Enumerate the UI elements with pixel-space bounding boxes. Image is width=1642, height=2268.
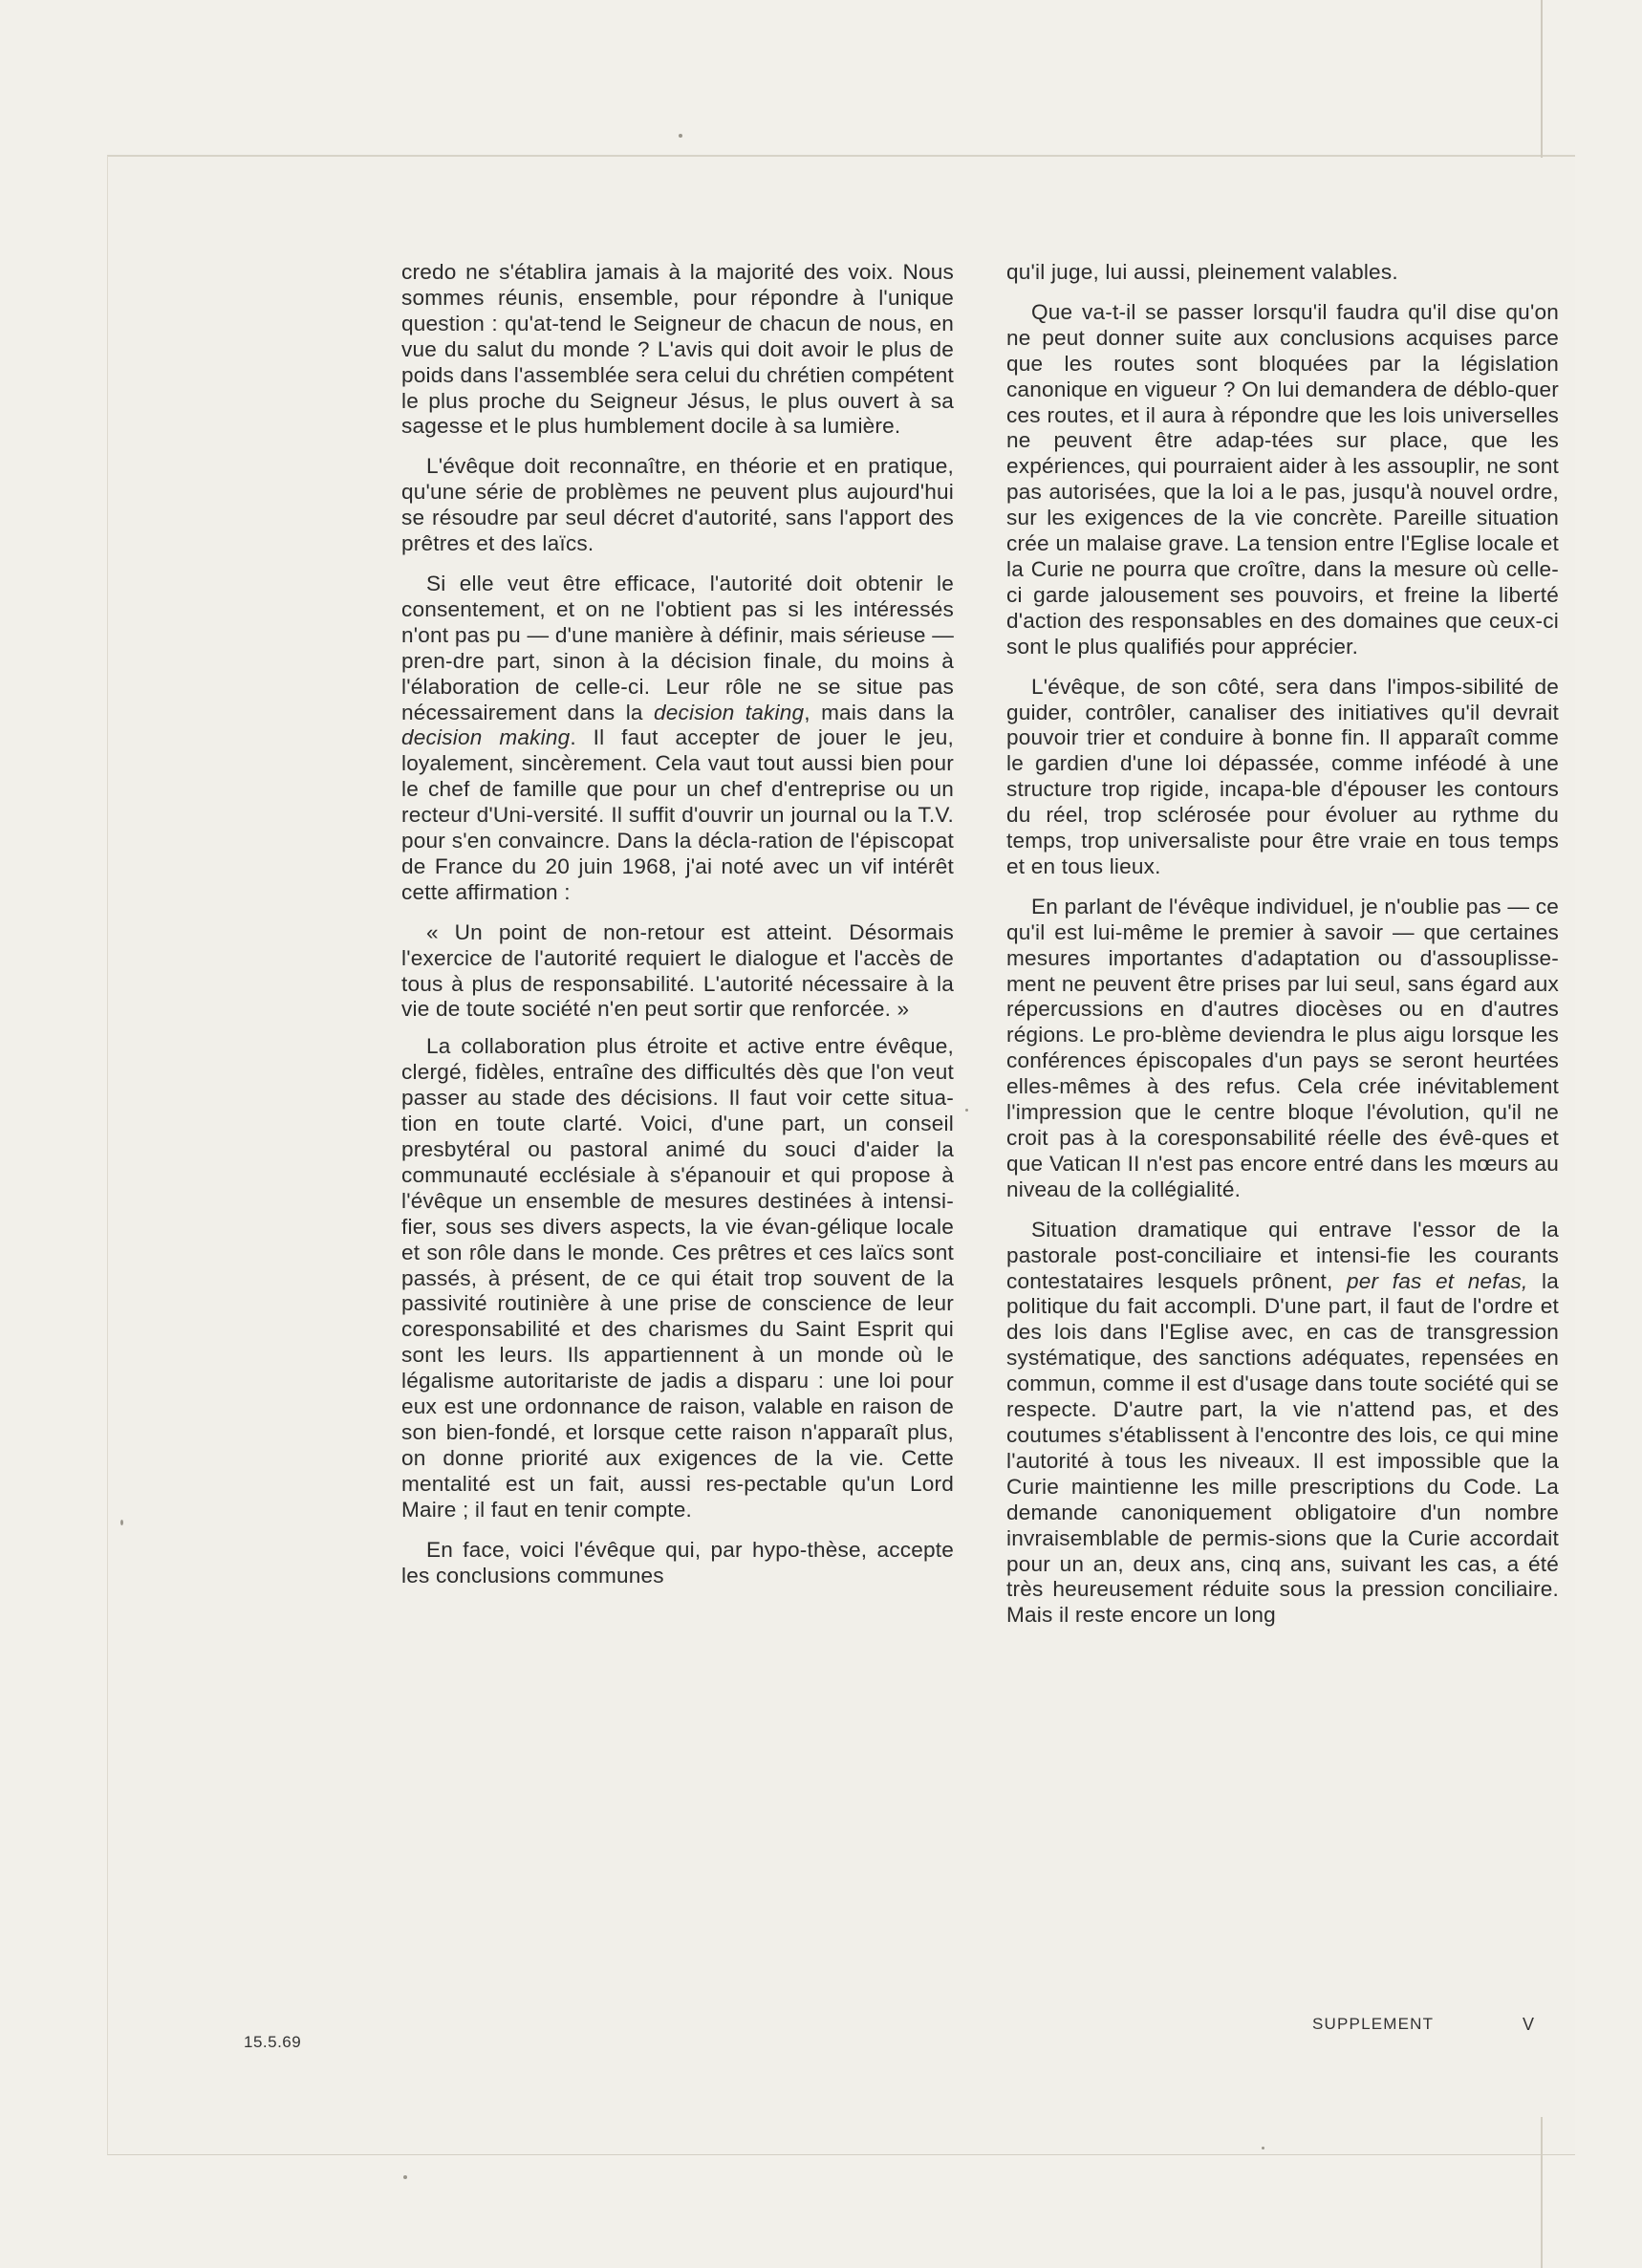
page-number: V xyxy=(1523,2015,1535,2034)
supplement-label: SUPPLEMENT xyxy=(1312,2015,1435,2033)
paragraph: qu'il juge, lui aussi, pleinement valables. xyxy=(1006,260,1398,284)
paragraph: L'évêque, de son côté, sera dans l'impos-sibilité de guider, contrôler, canaliser des initiatives qu'il devrait pouvoir trier et conduire à bonne fin. Il apparaît comme le gardien d'une loi dépassée, comme inféodé à une structure trop rigide, incapa-ble d'épouser les contours du réel, trop sclérosée pour évoluer au rythme du temps, trop universaliste pour être vraie en tous temps et en tous lieux. xyxy=(1006,674,1559,878)
paragraph: Situation dramatique qui entrave l'essor de la pastorale post-conciliaire et intensi-fie les courants contestataires lesquels prônent, per fas et nefas, la politique du fait accompli. D'une part, il faut de l'ordre et des lois dans l'Eglise avec, en cas de transgression systématique, des sanctions adéquates, repensées en commun, comme il est d'usage dans toute société qui se respecte. D'autre part, la vie n'attend pas, et des coutumes s'établissent à l'encontre des lois, ce qui mine l'autorité à tous les niveaux. Il est impossible que la Curie maintienne les mille prescriptions du Code. La demande canoniquement obligatoire d'un nombre invraisemblable de permis-sions que la Curie accordait pour un an, deux ans, cinq ans, suivant les cas, a été très heureusement réduite sous la pression conciliaire. Mais il reste encore un long xyxy=(1006,1217,1559,1628)
paragraph: L'évêque doit reconnaître, en théorie et en pratique, qu'une série de problèmes ne peuvent plus aujourd'hui se résoudre par seul décret d'autorité, sans l'apport des prêtres et des laïcs. xyxy=(401,454,954,556)
speck xyxy=(120,1520,123,1525)
paragraph: Si elle veut être efficace, l'autorité doit obtenir le consentement, et on ne l'obtient pas si les intéressés n'ont pas pu — d'une manière à définir, mais sérieuse — pren-dre part, sinon à la décision finale, du moins à l'élaboration de celle-ci. Leur rôle ne se situe pas nécessairement dans la decision taking, mais dans la decision making. Il faut accepter de jouer le jeu, loyalement, sincèrement. Cela vaut tout aussi bien pour le chef de famille que pour un chef d'entreprise ou un recteur d'Uni-versité. Il suffit d'ouvrir un journal ou la T.V. pour s'en convaincre. Dans la décla-ration de l'épiscopat de France du 20 juin 1968, j'ai noté avec un vif intérêt cette affirmation : xyxy=(401,571,954,904)
quotation: « Un point de non-retour est atteint. Désormais l'exercice de l'autorité requiert le dialogue et l'accès de tous à plus de responsabilité. L'autorité nécessaire à la vie de toute société n'en peut sortir que renforcée. » xyxy=(401,919,954,1022)
speck xyxy=(679,134,682,138)
paragraph: En face, voici l'évêque qui, par hypo-thèse, accepte les conclusions communes xyxy=(401,1537,954,1588)
paragraph: credo ne s'établira jamais à la majorité des voix. Nous sommes réunis, ensemble, pour répondre à l'unique question : qu'at-tend le Seigneur de chacun de nous, en vue du salut du monde ? L'avis qui doit avoir le plus de poids dans l'assemblée sera celui du chrétien compétent le plus proche du Seigneur Jésus, le plus ouvert à sa sagesse et le plus humblement docile à sa lumière. xyxy=(401,260,954,439)
speck xyxy=(1262,2147,1264,2149)
paragraph: Que va-t-il se passer lorsqu'il faudra qu'il dise qu'on ne peut donner suite aux conclusions acquises parce que les routes sont bloquées par la législation canonique en vigueur ? On lui demandera de déblo-quer ces routes, et il aura à répondre que les lois universelles ne peuvent être adap-tées sur place, que les expériences, qui pourraient aider à les assouplir, ne sont pas autorisées, que la loi a le pas, jusqu'à nouvel ordre, sur les exigences de la vie concrète. Pareille situation crée un malaise grave. La tension entre l'Eglise locale et la Curie ne pourra que croître, dans la mesure où celle-ci garde jalousement ses pouvoirs, et freine la liberté d'action des responsables en des domaines que ceux-ci sont le plus qualifiés pour apprécier. xyxy=(1006,299,1559,659)
left-column xyxy=(401,260,954,1588)
right-column xyxy=(1006,260,1559,1629)
speck xyxy=(965,1109,968,1112)
paper-edge-top xyxy=(1541,0,1543,158)
paragraph: La collaboration plus étroite et active entre évêque, clergé, fidèles, entraîne des difficultés dès que l'on veut passer au stade des décisions. Il faut voir cette situa-tion en toute clarté. Voici, d'une part, un conseil presbytéral ou pastoral animé du souci d'aider la communauté ecclésiale à s'épanouir et qui propose à l'évêque un ensemble de mesures destinées à intensi-fier, sous ses divers aspects, la vie évan-gélique locale et son rôle dans le monde. Ces prêtres et ces laïcs sont passés, à présent, de ce qui était trop souvent de la passivité routinière à une prise de conscience de leur coresponsabilité et des charismes du Saint Esprit qui sont les leurs. Ils appartiennent à un monde où le légalisme autoritariste de jadis a disparu : une loi pour eux est une ordonnance de raison, valable en raison de son bien-fondé, et lorsque cette raison n'apparaît plus, on donne priorité aux exigences de la vie. Cette mentalité est un fait, aussi res-pectable qu'un Lord Maire ; il faut en tenir compte. xyxy=(401,1034,954,1522)
italic-term: per fas et nefas, xyxy=(1346,1268,1528,1293)
speck xyxy=(403,2175,407,2179)
italic-term: decision taking xyxy=(654,700,805,724)
italic-term: decision making xyxy=(401,725,571,750)
paper-edge-bottom xyxy=(1541,2117,1543,2268)
paragraph: En parlant de l'évêque individuel, je n'oublie pas — ce qu'il est lui-même le premier à savoir — que certaines mesures importantes d'adaptation ou d'assouplisse-ment ne peuvent être prises par lui seul, sans égard aux répercussions en d'autres diocèses ou en d'autres régions. Le pro-blème deviendra le plus aigu lorsque les conférences épiscopales d'un pays se seront heurtées elles-mêmes à des refus. Cela crée inévitablement l'impression que le centre bloque l'évolution, qu'il ne croit pas à la coresponsabilité réelle des évê-ques et que Vatican II n'est pas encore entré dans les mœurs au niveau de la collégialité. xyxy=(1006,894,1559,1201)
issue-date: 15.5.69 xyxy=(244,2033,302,2051)
